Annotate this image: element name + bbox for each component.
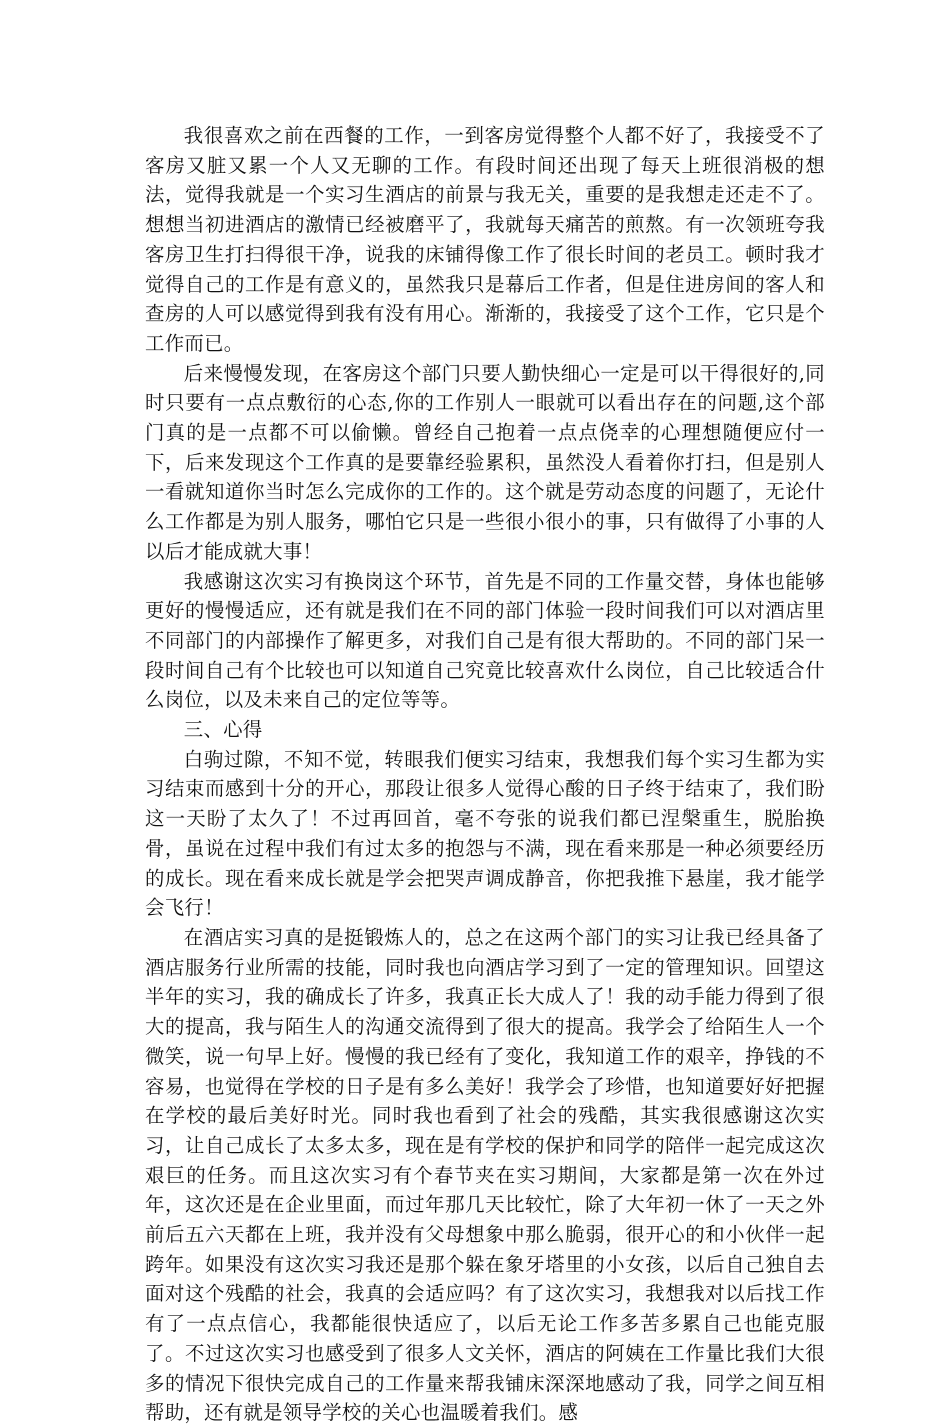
paragraph-2: 后来慢慢发现，在客房这个部门只要人勤快细心一定是可以干得很好的,同时只要有一点点敷衍的心态,你的工作别人一眼就可以看出存在的问题,这个部门真的是一点都不可以偷懒。曾经自己抱着一点点侥幸的心理想随便应付一下，后来发现这个工作真的是要靠经验累积，虽然没人看着你打扫，但是别人一看就知道你当时怎么完成你的工作的。这个就是劳动态度的问题了，无论什么工作都是为别人服务，哪怕它只是一些很小很小的事，只有做得了小事的人以后才能成就大事！ (145, 361, 825, 563)
paragraph-4: 白驹过隙，不知不觉，转眼我们便实习结束，我想我们每个实习生都为实习结束而感到十分的开心，那段让很多人觉得心酸的日子终于结束了，我们盼这一天盼了太久了！不过再回首，毫不夸张的说我们都已涅槃重生，脱胎换骨，虽说在过程中我们有过太多的抱怨与不满，现在看来那是一种必须要经历的成长。现在看来成长就是学会把哭声调成静音，你把我推下悬崖，我才能学会飞行！ (145, 747, 825, 920)
paragraph-1: 我很喜欢之前在西餐的工作，一到客房觉得整个人都不好了，我接受不了客房又脏又累一个人又无聊的工作。有段时间还出现了每天上班很消极的想法，觉得我就是一个实习生酒店的前景与我无关，重要的是我想走还走不了。想想当初进酒店的激情已经被磨平了，我就每天痛苦的煎熬。有一次领班夸我客房卫生打扫得很干净，说我的床铺得像工作了很长时间的老员工。顿时我才觉得自己的工作是有意义的，虽然我只是幕后工作者，但是住进房间的客人和查房的人可以感觉得到我有没有用心。渐渐的，我接受了这个工作，它只是个工作而已。 (145, 124, 825, 355)
paragraph-3: 我感谢这次实习有换岗这个环节，首先是不同的工作量交替，身体也能够更好的慢慢适应，还有就是我们在不同的部门体验一段时间我们可以对酒店里不同部门的内部操作了解更多，对我们自己是有很大帮助的。不同的部门呆一段时间自己有个比较也可以知道自己究竟比较喜欢什么岗位，自己比较适合什么岗位，以及未来自己的定位等等。 (145, 569, 825, 712)
document-body (145, 121, 825, 1428)
section-heading: 三、心得 (183, 718, 263, 742)
paragraph-5: 在酒店实习真的是挺锻炼人的，总之在这两个部门的实习让我已经具备了酒店服务行业所需的技能，同时我也向酒店学习到了一定的管理知识。回望这半年的实习，我的确成长了许多，我真正长大成人了！我的动手能力得到了很大的提高，我与陌生人的沟通交流得到了很大的提高。我学会了给陌生人一个微笑，说一句早上好。慢慢的我已经有了变化，我知道工作的艰辛，挣钱的不容易，也觉得在学校的日子是有多么美好！我学会了珍惜，也知道要好好把握在学校的最后美好时光。同时我也看到了社会的残酷，其实我很感谢这次实习，让自己成长了太多太多，现在是有学校的保护和同学的陪伴一起完成这次艰巨的任务。而且这次实习有个春节夹在实习期间，大家都是第一次在外过年，这次还是在企业里面，而过年那几天比较忙，除了大年初一休了一天之外前后五六天都在上班，我并没有父母想象中那么脆弱，很开心的和小伙伴一起跨年。如果没有这次实习我还是那个躲在象牙塔里的小女孩，以后自己独自去面对这个残酷的社会，我真的会适应吗？有了这次实习，我想我对以后找工作有了一点点信心，我都能很快适应了，以后无论工作多苦多累自己也能克服了。不过这次实习也感受到了很多人文关怀，酒店的阿姨在工作量比我们大很多的情况下很快完成自己的工作量来帮我铺床深深地感动了我，同学之间互相帮助，还有就是领导学校的关心也温暖着我们。感 (145, 925, 825, 1425)
